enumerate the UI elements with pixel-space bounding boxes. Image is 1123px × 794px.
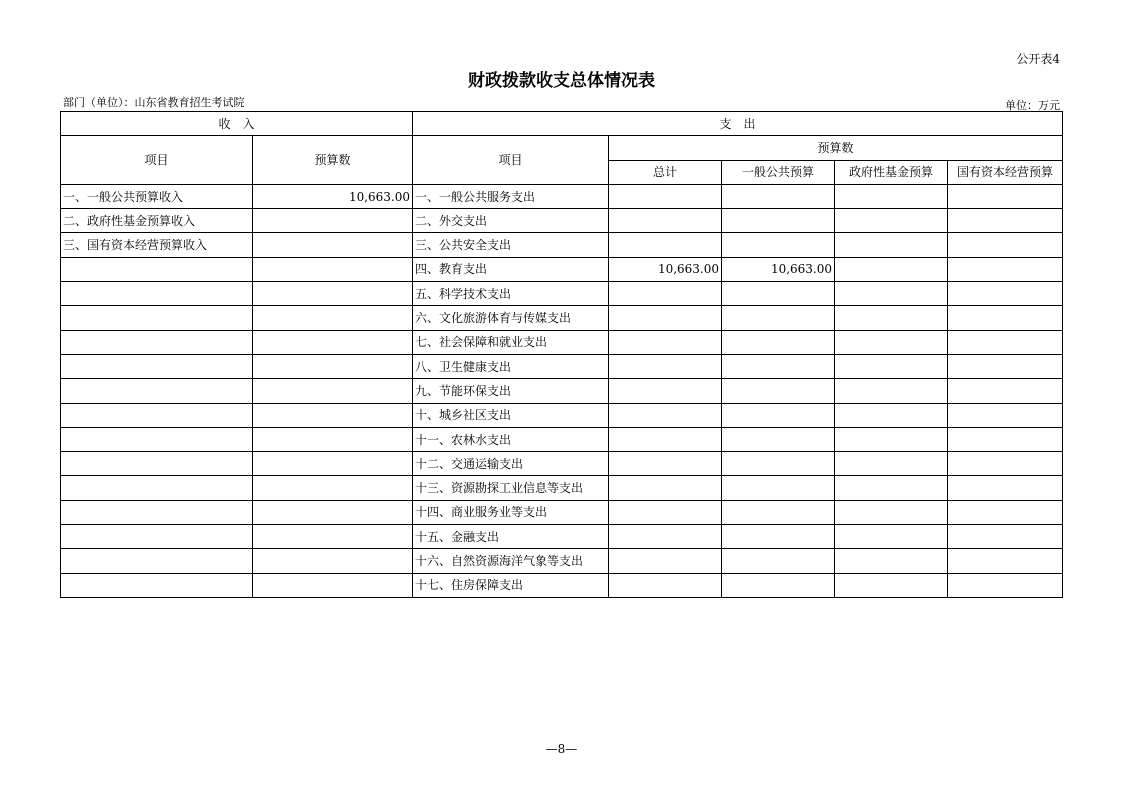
expense-item-header: 项目	[413, 136, 609, 185]
general-public-cell	[722, 209, 835, 233]
total-cell	[609, 452, 722, 476]
gov-fund-cell	[835, 427, 948, 451]
income-item-cell	[61, 330, 253, 354]
income-amount-cell	[253, 354, 413, 378]
income-item-cell	[61, 549, 253, 573]
table-row	[61, 257, 1063, 281]
gov-fund-cell	[835, 233, 948, 257]
income-amount-cell	[253, 379, 413, 403]
income-item-cell	[61, 403, 253, 427]
income-item-cell: 一、一般公共预算收入	[61, 184, 253, 208]
total-cell	[609, 500, 722, 524]
gov-fund-cell	[835, 184, 948, 208]
budget-table	[60, 111, 1063, 598]
income-amount-cell	[253, 476, 413, 500]
page-title: 财政拨款收支总体情况表	[468, 71, 655, 91]
gov-fund-cell	[835, 379, 948, 403]
expense-item-cell: 十七、住房保障支出	[413, 573, 609, 597]
header-row-1	[61, 112, 1063, 136]
general-public-cell	[722, 184, 835, 208]
table-row	[61, 573, 1063, 597]
table-row	[61, 452, 1063, 476]
page-number: —8—	[545, 742, 578, 756]
income-amount-cell	[253, 209, 413, 233]
table-row	[61, 500, 1063, 524]
total-cell: 10,663.00	[609, 257, 722, 281]
table-row	[61, 306, 1063, 330]
income-amount-cell	[253, 330, 413, 354]
total-cell	[609, 476, 722, 500]
income-amount-cell	[253, 549, 413, 573]
state-capital-cell	[948, 452, 1063, 476]
table-row	[61, 476, 1063, 500]
expense-item-cell: 十二、交通运输支出	[413, 452, 609, 476]
general-public-cell	[722, 330, 835, 354]
income-item-cell	[61, 257, 253, 281]
income-header: 收 入	[61, 112, 413, 136]
income-item-cell	[61, 452, 253, 476]
general-public-cell	[722, 233, 835, 257]
expense-item-cell: 九、节能环保支出	[413, 379, 609, 403]
table-header	[61, 112, 1063, 185]
expense-header: 支 出	[413, 112, 1063, 136]
total-cell	[609, 573, 722, 597]
total-header: 总计	[609, 160, 722, 184]
gov-fund-cell	[835, 549, 948, 573]
income-item-cell	[61, 476, 253, 500]
income-amount-cell: 10,663.00	[253, 184, 413, 208]
total-cell	[609, 184, 722, 208]
table-row	[61, 427, 1063, 451]
general-public-cell	[722, 282, 835, 306]
expense-item-cell: 十六、自然资源海洋气象等支出	[413, 549, 609, 573]
gov-fund-cell	[835, 525, 948, 549]
state-capital-cell	[948, 573, 1063, 597]
general-public-cell	[722, 403, 835, 427]
total-cell	[609, 354, 722, 378]
table-row	[61, 184, 1063, 208]
gov-fund-cell	[835, 476, 948, 500]
total-cell	[609, 209, 722, 233]
state-capital-cell	[948, 233, 1063, 257]
income-amount-cell	[253, 525, 413, 549]
state-capital-cell	[948, 257, 1063, 281]
income-amount-cell	[253, 427, 413, 451]
table-row	[61, 525, 1063, 549]
expense-item-cell: 七、社会保障和就业支出	[413, 330, 609, 354]
general-public-cell	[722, 500, 835, 524]
expense-item-cell: 十三、资源勘探工业信息等支出	[413, 476, 609, 500]
income-amount-cell	[253, 573, 413, 597]
gov-fund-cell	[835, 209, 948, 233]
general-public-cell	[722, 525, 835, 549]
gov-fund-cell	[835, 282, 948, 306]
total-cell	[609, 549, 722, 573]
unit-label: 单位：万元	[1005, 99, 1060, 112]
expense-item-cell: 一、一般公共服务支出	[413, 184, 609, 208]
general-public-cell	[722, 306, 835, 330]
state-capital-cell	[948, 476, 1063, 500]
state-capital-cell	[948, 379, 1063, 403]
page-code: 公开表4	[1016, 52, 1060, 66]
table-row	[61, 549, 1063, 573]
expense-item-cell: 十、城乡社区支出	[413, 403, 609, 427]
income-item-cell: 三、国有资本经营预算收入	[61, 233, 253, 257]
general-public-cell	[722, 427, 835, 451]
table-row	[61, 209, 1063, 233]
general-public-header: 一般公共预算	[722, 160, 835, 184]
state-capital-cell	[948, 500, 1063, 524]
table-row	[61, 282, 1063, 306]
expense-budget-header: 预算数	[609, 136, 1063, 160]
header-row-2	[61, 136, 1063, 160]
expense-item-cell: 三、公共安全支出	[413, 233, 609, 257]
income-amount-cell	[253, 306, 413, 330]
income-item-cell	[61, 379, 253, 403]
expense-item-cell: 八、卫生健康支出	[413, 354, 609, 378]
state-capital-cell	[948, 282, 1063, 306]
state-capital-cell	[948, 306, 1063, 330]
income-item-cell	[61, 525, 253, 549]
state-capital-cell	[948, 403, 1063, 427]
income-amount-cell	[253, 233, 413, 257]
income-item-cell	[61, 427, 253, 451]
gov-fund-cell	[835, 500, 948, 524]
state-capital-cell	[948, 525, 1063, 549]
general-public-cell	[722, 476, 835, 500]
gov-fund-cell	[835, 330, 948, 354]
general-public-cell	[722, 452, 835, 476]
gov-fund-cell	[835, 573, 948, 597]
gov-fund-cell	[835, 403, 948, 427]
department-label: 部门（单位）：山东省教育招生考试院	[63, 96, 245, 109]
income-item-cell	[61, 282, 253, 306]
income-item-cell	[61, 573, 253, 597]
state-capital-header: 国有资本经营预算	[948, 160, 1063, 184]
total-cell	[609, 427, 722, 451]
table-body	[61, 184, 1063, 597]
income-amount-cell	[253, 403, 413, 427]
state-capital-cell	[948, 184, 1063, 208]
income-amount-cell	[253, 282, 413, 306]
state-capital-cell	[948, 354, 1063, 378]
total-cell	[609, 233, 722, 257]
gov-fund-cell	[835, 354, 948, 378]
state-capital-cell	[948, 549, 1063, 573]
expense-item-cell: 六、文化旅游体育与传媒支出	[413, 306, 609, 330]
income-amount-cell	[253, 500, 413, 524]
gov-fund-cell	[835, 452, 948, 476]
general-public-cell: 10,663.00	[722, 257, 835, 281]
table-row	[61, 330, 1063, 354]
expense-item-cell: 十四、商业服务业等支出	[413, 500, 609, 524]
expense-item-cell: 二、外交支出	[413, 209, 609, 233]
state-capital-cell	[948, 330, 1063, 354]
state-capital-cell	[948, 209, 1063, 233]
total-cell	[609, 330, 722, 354]
general-public-cell	[722, 379, 835, 403]
expense-item-cell: 十五、金融支出	[413, 525, 609, 549]
income-item-cell	[61, 500, 253, 524]
gov-fund-cell	[835, 257, 948, 281]
general-public-cell	[722, 354, 835, 378]
income-item-cell	[61, 354, 253, 378]
total-cell	[609, 282, 722, 306]
total-cell	[609, 525, 722, 549]
table-row	[61, 354, 1063, 378]
income-amount-cell	[253, 452, 413, 476]
table-row	[61, 233, 1063, 257]
gov-fund-cell	[835, 306, 948, 330]
state-capital-cell	[948, 427, 1063, 451]
income-item-cell	[61, 306, 253, 330]
income-amount-cell	[253, 257, 413, 281]
table-row	[61, 403, 1063, 427]
income-item-cell: 二、政府性基金预算收入	[61, 209, 253, 233]
expense-item-cell: 四、教育支出	[413, 257, 609, 281]
general-public-cell	[722, 549, 835, 573]
total-cell	[609, 379, 722, 403]
total-cell	[609, 306, 722, 330]
expense-item-cell: 五、科学技术支出	[413, 282, 609, 306]
income-item-header: 项目	[61, 136, 253, 185]
expense-item-cell: 十一、农林水支出	[413, 427, 609, 451]
table-row	[61, 379, 1063, 403]
total-cell	[609, 403, 722, 427]
gov-fund-header: 政府性基金预算	[835, 160, 948, 184]
income-budget-header: 预算数	[253, 136, 413, 185]
general-public-cell	[722, 573, 835, 597]
